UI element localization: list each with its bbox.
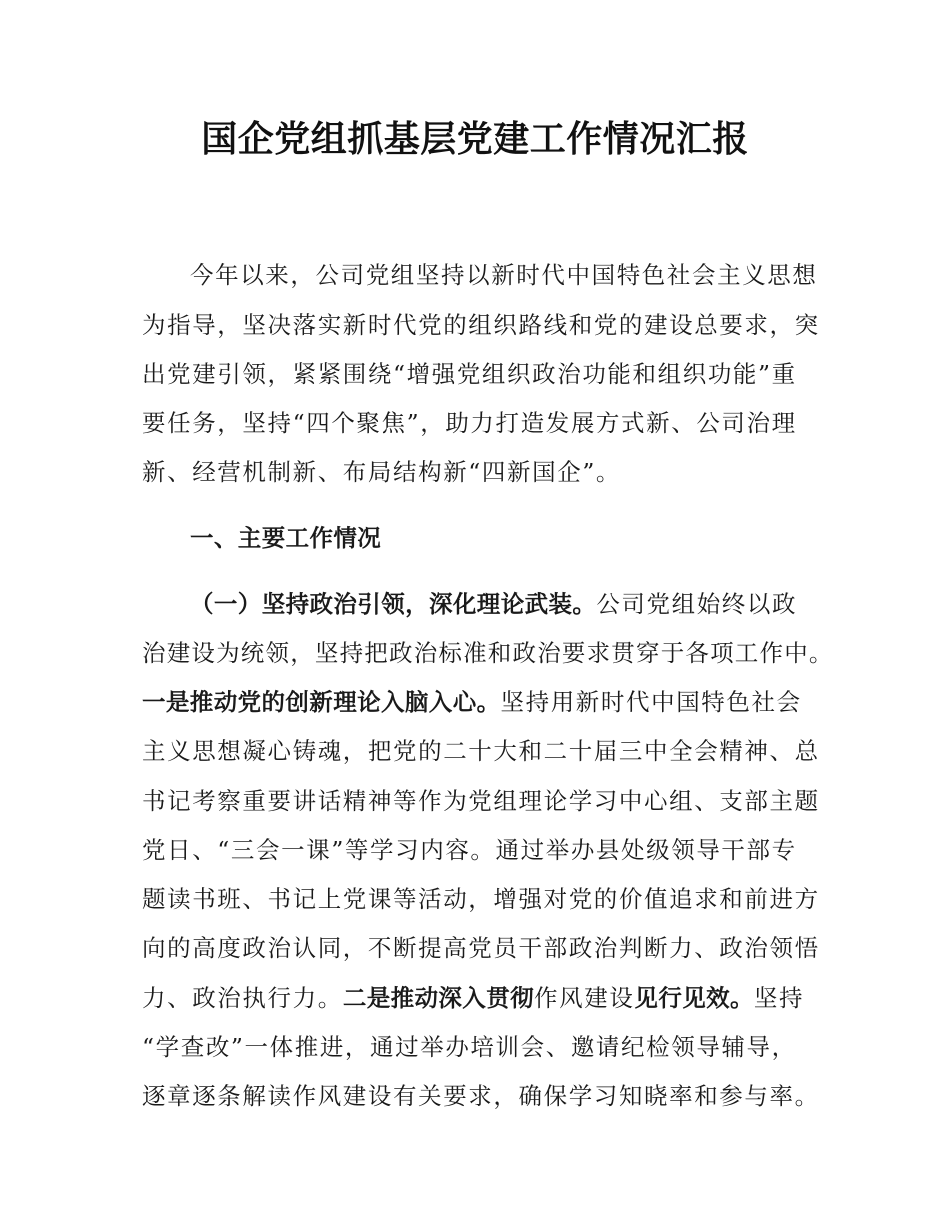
paragraph-line [142, 973, 804, 1023]
paragraph-line: 党日、“三会一课”等学习内容。通过举办县处级领导干部专 [142, 836, 797, 864]
paragraph-line: 逐章逐条解读作风建设有关要求，确保学习知晓率和参与率。 [142, 1082, 820, 1110]
section-heading: 一、主要工作情况 [190, 524, 382, 552]
paragraph-line: 治建设为统领，坚持把政治标准和政治要求贯穿于各项工作中。 [142, 639, 834, 667]
subsection-line [190, 579, 797, 629]
point-title: 二是推动深入贯彻 [342, 984, 535, 1012]
paragraph-text: 坚持 [753, 984, 805, 1012]
paragraph-line: “学查改”一体推进，通过举办培训会、邀请纪检领导辅导， [142, 1033, 797, 1061]
paragraph-text: 坚持用新时代中国特色社会 [500, 688, 802, 716]
paragraph-text: 公司党组始终以政 [596, 590, 798, 618]
document-title: 国企党组抓基层党建工作情况汇报 [201, 119, 749, 160]
paragraph-line [142, 677, 802, 727]
intro-line: 今年以来，公司党组坚持以新时代中国特色社会主义思想 [190, 261, 818, 289]
intro-line: 新、经营机制新、布局结构新“四新国企”。 [142, 458, 622, 486]
paragraph-line: 题读书班、书记上党课等活动，增强对党的价值追求和前进方 [142, 885, 820, 913]
paragraph-text: 力、政治执行力。 [142, 984, 343, 1012]
subsection-heading: （一）坚持政治引领，深化理论武装。 [190, 590, 597, 618]
paragraph-line: 主义思想凝心铸魂，把党的二十大和二十届三中全会精神、总 [142, 737, 820, 765]
paragraph-text: 作风建设 [534, 984, 635, 1012]
paragraph-line: 书记考察重要讲话精神等作为党组理论学习中心组、支部主题 [142, 787, 820, 815]
intro-line: 要任务，坚持“四个聚焦”，助力打造发展方式新、公司治理 [142, 409, 797, 437]
intro-line: 出党建引领，紧紧围绕“增强党组织政治功能和组织功能”重 [142, 360, 797, 388]
point-title: 一是推动党的创新理论入脑入心。 [142, 688, 501, 716]
intro-line: 为指导，坚决落实新时代党的组织路线和党的建设总要求，突 [142, 311, 820, 339]
point-title: 见行见效。 [634, 984, 754, 1012]
paragraph-line: 向的高度政治认同，不断提高党员干部政治判断力、政治领悟 [142, 934, 820, 962]
